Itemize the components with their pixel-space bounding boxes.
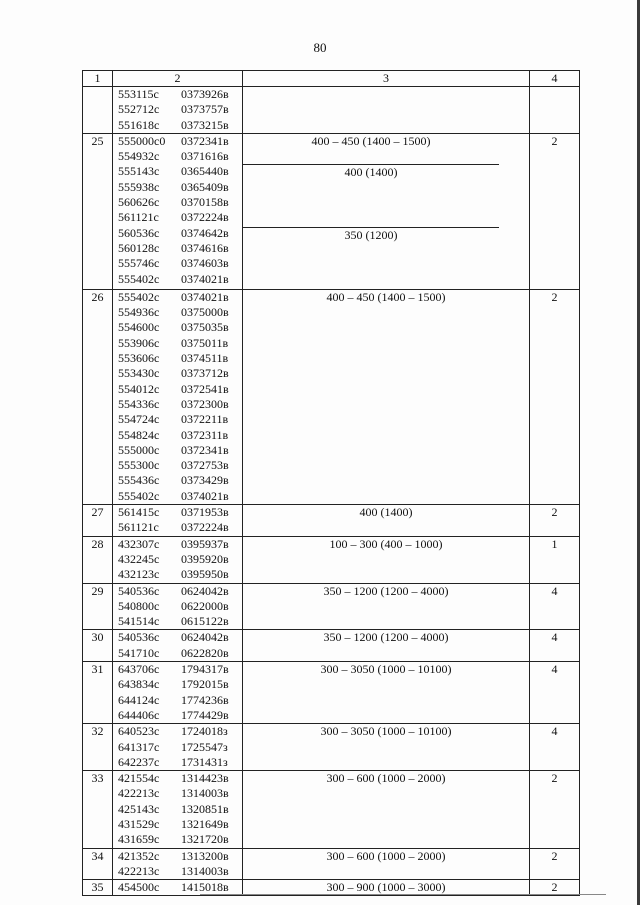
longitude-value: 0374642в xyxy=(181,225,229,240)
latitude-value: 551618с xyxy=(118,117,160,132)
latitude-value: 425143с xyxy=(118,801,160,816)
longitude-value: 0372224в xyxy=(181,520,229,535)
altitude-range xyxy=(243,662,529,723)
table-row xyxy=(83,724,580,771)
latitude-value: 421554с xyxy=(118,771,160,786)
altitude-range-cell xyxy=(243,662,530,724)
category-value xyxy=(530,87,580,134)
category-value: 2 xyxy=(530,771,580,849)
coordinate-pair xyxy=(118,489,242,504)
longitude-value: 0374511в xyxy=(181,351,229,366)
latitude-value: 555402с xyxy=(118,271,160,286)
coordinates-cell xyxy=(113,724,243,771)
longitude-value: 0372341в xyxy=(181,133,229,148)
latitude-value: 432123с xyxy=(118,567,160,582)
latitude-value: 641317с xyxy=(118,739,160,754)
coordinate-pair xyxy=(118,320,242,335)
row-number: 33 xyxy=(83,771,113,849)
latitude-value: 644124с xyxy=(118,692,160,707)
longitude-value: 1725547з xyxy=(181,739,228,754)
coordinate-pair xyxy=(118,149,242,164)
coordinate-pair xyxy=(118,397,242,412)
coordinates-table xyxy=(82,70,580,896)
coordinates-cell xyxy=(113,662,243,724)
coordinate-pair xyxy=(118,817,242,832)
altitude-range-cell xyxy=(243,87,530,134)
coordinate-pair xyxy=(118,272,242,287)
latitude-value: 422213с xyxy=(118,786,160,801)
altitude-range-cell xyxy=(243,771,530,849)
latitude-value: 555300с xyxy=(118,458,160,473)
altitude-range-text: 350 – 1200 (1200 – 4000) xyxy=(323,630,449,645)
coordinate-pair xyxy=(118,662,242,677)
header-col-4: 4 xyxy=(530,71,580,87)
altitude-range-cell xyxy=(243,536,530,583)
altitude-range-text: 350 (1200) xyxy=(344,227,398,242)
latitude-value: 644406с xyxy=(118,707,160,722)
latitude-value: 432245с xyxy=(118,551,160,566)
altitude-range-cell xyxy=(243,133,530,289)
table-row xyxy=(83,848,580,880)
coordinate-pair xyxy=(118,740,242,755)
category-value: 2 xyxy=(530,289,580,504)
latitude-value: 554936с xyxy=(118,305,160,320)
coordinates-cell xyxy=(113,505,243,537)
longitude-value: 0373712в xyxy=(181,366,229,381)
latitude-value: 560128с xyxy=(118,240,160,255)
coordinate-pair xyxy=(118,195,242,210)
latitude-value: 431529с xyxy=(118,816,160,831)
altitude-range xyxy=(243,771,529,848)
longitude-value: 0374021в xyxy=(181,488,229,503)
longitude-value: 0374616в xyxy=(181,240,229,255)
latitude-value: 554932с xyxy=(118,149,160,164)
latitude-value: 555436с xyxy=(118,473,160,488)
coordinate-pair xyxy=(118,226,242,241)
longitude-value: 0622000в xyxy=(181,598,229,613)
coordinate-pair xyxy=(118,458,242,473)
coordinate-pair xyxy=(118,832,242,847)
coordinate-pair xyxy=(118,786,242,801)
table-row xyxy=(83,133,580,289)
altitude-range-text: 400 (1400) xyxy=(344,165,398,180)
row-number: 26 xyxy=(83,289,113,504)
longitude-value: 0370158в xyxy=(181,195,229,210)
coordinates-cell xyxy=(113,133,243,289)
longitude-value: 1314423в xyxy=(181,771,229,786)
category-value: 2 xyxy=(530,880,580,896)
coordinate-pair xyxy=(118,87,242,102)
coordinate-pair xyxy=(118,382,242,397)
page-number: 80 xyxy=(313,40,327,55)
latitude-value: 561415с xyxy=(118,505,160,520)
longitude-value: 0365440в xyxy=(181,164,229,179)
latitude-value: 555746с xyxy=(118,256,160,271)
latitude-value: 642237с xyxy=(118,754,160,769)
coordinate-pair xyxy=(118,428,242,443)
longitude-value: 0375011в xyxy=(181,335,229,350)
latitude-value: 560536с xyxy=(118,225,160,240)
altitude-range xyxy=(243,537,529,583)
longitude-value: 0372311в xyxy=(181,427,229,442)
longitude-value: 1415018в xyxy=(181,880,229,895)
bottom-divider xyxy=(200,894,606,895)
table-header-row xyxy=(83,71,580,87)
longitude-value: 1313200в xyxy=(181,848,229,863)
latitude-value: 553906с xyxy=(118,335,160,350)
longitude-value: 0375035в xyxy=(181,320,229,335)
coordinate-pair xyxy=(118,537,242,552)
coordinate-pair xyxy=(118,102,242,117)
table-row xyxy=(83,536,580,583)
table-row xyxy=(83,505,580,537)
longitude-value: 0372541в xyxy=(181,381,229,396)
longitude-value: 0374021в xyxy=(181,271,229,286)
coordinate-pair xyxy=(118,305,242,320)
coordinate-pair xyxy=(118,677,242,692)
longitude-value: 1774429в xyxy=(181,707,229,722)
latitude-value: 552712с xyxy=(118,102,160,117)
coordinate-pair xyxy=(118,614,242,629)
coordinates-cell xyxy=(113,583,243,630)
coordinate-pair xyxy=(118,802,242,817)
latitude-value: 553430с xyxy=(118,366,160,381)
coordinate-pair xyxy=(118,584,242,599)
coordinate-pair xyxy=(118,864,242,879)
altitude-range xyxy=(243,630,529,661)
longitude-value: 0615122в xyxy=(181,614,229,629)
latitude-value: 541514с xyxy=(118,614,160,629)
longitude-value: 0373926в xyxy=(181,87,229,101)
latitude-value: 555000с0 xyxy=(118,133,166,148)
longitude-value: 0624042в xyxy=(181,583,229,598)
latitude-value: 561121с xyxy=(118,520,159,535)
latitude-value: 554012с xyxy=(118,381,160,396)
coordinate-pair xyxy=(118,693,242,708)
latitude-value: 555000с xyxy=(118,442,160,457)
row-number xyxy=(83,87,113,134)
altitude-range-text: 300 – 3050 (1000 – 10100) xyxy=(320,724,452,739)
coordinate-pair xyxy=(118,473,242,488)
altitude-range xyxy=(243,505,529,536)
longitude-value: 0372341в xyxy=(181,442,229,457)
altitude-range-cell xyxy=(243,724,530,771)
coordinate-pair xyxy=(118,552,242,567)
table-row xyxy=(83,289,580,504)
latitude-value: 643706с xyxy=(118,662,160,677)
altitude-range-cell xyxy=(243,505,530,537)
longitude-value: 0375000в xyxy=(181,305,229,320)
latitude-value: 554336с xyxy=(118,396,160,411)
coordinate-pair xyxy=(118,366,242,381)
category-value: 2 xyxy=(530,133,580,289)
longitude-value: 0365409в xyxy=(181,179,229,194)
altitude-range xyxy=(243,165,499,227)
latitude-value: 643834с xyxy=(118,677,160,692)
altitude-range-text: 300 – 3050 (1000 – 10100) xyxy=(320,662,452,677)
coordinate-pair xyxy=(118,336,242,351)
longitude-value: 0372224в xyxy=(181,210,229,225)
longitude-value: 0622820в xyxy=(181,645,229,660)
table-row xyxy=(83,583,580,630)
latitude-value: 432307с xyxy=(118,536,160,551)
longitude-value: 0371953в xyxy=(181,505,229,520)
header-col-3: 3 xyxy=(243,71,530,87)
row-number: 31 xyxy=(83,662,113,724)
latitude-value: 640523с xyxy=(118,724,160,739)
altitude-range-cell xyxy=(243,583,530,630)
category-value: 4 xyxy=(530,630,580,662)
longitude-value: 1320851в xyxy=(181,801,229,816)
latitude-value: 561121с xyxy=(118,210,159,225)
latitude-value: 555402с xyxy=(118,488,160,503)
table-body xyxy=(83,87,580,896)
altitude-range xyxy=(243,724,529,770)
coordinate-pair xyxy=(118,567,242,582)
longitude-value: 1794317в xyxy=(181,662,229,677)
longitude-value: 1731431з xyxy=(181,754,228,769)
coordinate-pair xyxy=(118,771,242,786)
coordinate-pair xyxy=(118,708,242,723)
latitude-value: 554824с xyxy=(118,427,160,442)
coordinate-pair xyxy=(118,443,242,458)
table-row xyxy=(83,662,580,724)
coordinates-cell xyxy=(113,630,243,662)
coordinate-pair xyxy=(118,520,242,535)
altitude-range-text: 400 (1400) xyxy=(359,505,413,520)
coordinate-pair xyxy=(118,599,242,614)
altitude-range-text: 300 – 900 (1000 – 3000) xyxy=(326,880,446,895)
coordinate-pair xyxy=(118,351,242,366)
altitude-range-cell xyxy=(243,848,530,880)
coordinate-pair xyxy=(118,256,242,271)
row-number: 30 xyxy=(83,630,113,662)
latitude-value: 541710с xyxy=(118,645,160,660)
longitude-value: 0371616в xyxy=(181,149,229,164)
coordinate-pair xyxy=(118,505,242,520)
longitude-value: 0374021в xyxy=(181,289,229,304)
longitude-value: 0395950в xyxy=(181,567,229,582)
altitude-range xyxy=(243,228,499,289)
altitude-range-text: 100 – 300 (400 – 1000) xyxy=(329,536,443,551)
latitude-value: 422213с xyxy=(118,863,160,878)
row-number: 34 xyxy=(83,848,113,880)
longitude-value: 0395920в xyxy=(181,551,229,566)
altitude-range-text: 300 – 600 (1000 – 2000) xyxy=(326,771,446,786)
latitude-value: 421352с xyxy=(118,848,160,863)
longitude-value: 1314003в xyxy=(181,786,229,801)
coordinate-pair xyxy=(118,210,242,225)
row-number: 27 xyxy=(83,505,113,537)
latitude-value: 540536с xyxy=(118,583,160,598)
altitude-range-text: 400 – 450 (1400 – 1500) xyxy=(326,289,446,304)
latitude-value: 555143с xyxy=(118,164,160,179)
coordinate-pair xyxy=(118,412,242,427)
latitude-value: 555938с xyxy=(118,179,160,194)
table-row xyxy=(83,630,580,662)
coordinates-cell xyxy=(113,536,243,583)
coordinates-cell xyxy=(113,289,243,504)
altitude-range-cell xyxy=(243,289,530,504)
coordinate-pair xyxy=(118,134,242,149)
coordinate-pair xyxy=(118,849,242,864)
table-row xyxy=(83,87,580,134)
longitude-value: 0374603в xyxy=(181,256,229,271)
category-value: 1 xyxy=(530,536,580,583)
header-col-2: 2 xyxy=(113,71,243,87)
coordinate-pair xyxy=(118,290,242,305)
longitude-value: 0395937в xyxy=(181,536,229,551)
latitude-value: 554600с xyxy=(118,320,160,335)
coordinate-pair xyxy=(118,164,242,179)
category-value: 4 xyxy=(530,662,580,724)
row-number: 32 xyxy=(83,724,113,771)
longitude-value: 0373215в xyxy=(181,117,229,132)
coordinate-pair xyxy=(118,646,242,661)
longitude-value: 0624042в xyxy=(181,630,229,645)
category-value: 4 xyxy=(530,583,580,630)
longitude-value: 1774236в xyxy=(181,692,229,707)
coordinates-cell xyxy=(113,848,243,880)
latitude-value: 431659с xyxy=(118,832,160,847)
latitude-value: 554724с xyxy=(118,412,160,427)
longitude-value: 1314003в xyxy=(181,863,229,878)
altitude-range xyxy=(243,290,529,504)
row-number: 35 xyxy=(83,880,113,896)
longitude-value: 0373429в xyxy=(181,473,229,488)
longitude-value: 1321649в xyxy=(181,816,229,831)
row-number: 29 xyxy=(83,583,113,630)
coordinate-pair xyxy=(118,118,242,133)
altitude-range-cell xyxy=(243,630,530,662)
longitude-value: 1724018з xyxy=(181,724,228,739)
altitude-range-text: 350 – 1200 (1200 – 4000) xyxy=(323,583,449,598)
latitude-value: 555402с xyxy=(118,289,160,304)
row-number: 25 xyxy=(83,133,113,289)
coordinate-pair xyxy=(118,755,242,770)
category-value: 2 xyxy=(530,848,580,880)
category-value: 4 xyxy=(530,724,580,771)
coordinate-pair xyxy=(118,630,242,645)
longitude-value: 0372300в xyxy=(181,396,229,411)
longitude-value: 0372753в xyxy=(181,458,229,473)
longitude-value: 1321720в xyxy=(181,832,229,847)
coordinates-cell xyxy=(113,771,243,849)
longitude-value: 0372211в xyxy=(181,412,229,427)
coordinate-pair xyxy=(118,241,242,256)
longitude-value: 0373757в xyxy=(181,102,229,117)
latitude-value: 454500с xyxy=(118,880,160,895)
latitude-value: 540536с xyxy=(118,630,160,645)
latitude-value: 553606с xyxy=(118,351,160,366)
longitude-value: 1792015в xyxy=(181,677,229,692)
category-value: 2 xyxy=(530,505,580,537)
header-col-1: 1 xyxy=(83,71,113,87)
table-row xyxy=(83,771,580,849)
latitude-value: 560626с xyxy=(118,195,160,210)
row-number: 28 xyxy=(83,536,113,583)
coordinates-cell xyxy=(113,87,243,134)
coordinate-pair xyxy=(118,724,242,739)
latitude-value: 553115с xyxy=(118,87,159,101)
latitude-value: 540800с xyxy=(118,598,160,613)
altitude-range xyxy=(243,849,529,880)
altitude-range xyxy=(243,584,529,630)
altitude-range xyxy=(243,134,499,166)
altitude-range-text: 400 – 450 (1400 – 1500) xyxy=(311,133,431,148)
altitude-range-text: 300 – 600 (1000 – 2000) xyxy=(326,848,446,863)
coordinate-pair xyxy=(118,180,242,195)
